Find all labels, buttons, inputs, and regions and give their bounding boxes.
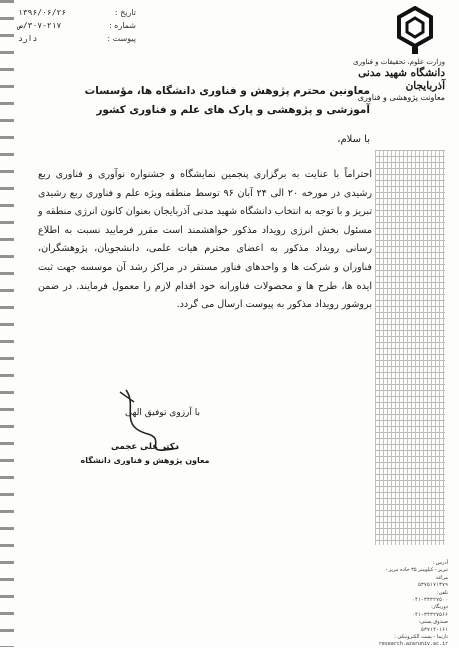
letterhead-footer: [376, 560, 448, 649]
letter-meta: [18, 6, 136, 45]
footer-phone-label: تلفن:: [436, 589, 448, 596]
attachment-label: پیوست :: [107, 34, 136, 43]
date-row: [18, 6, 136, 19]
university-logo-icon: [395, 6, 435, 56]
scan-noise-strip: [375, 150, 445, 545]
deputy-name: معاونت پژوهشی و فناوری: [357, 93, 445, 102]
attachment-row: [18, 32, 136, 45]
footer-website: research.azaruniv.ac.ir: [378, 641, 448, 648]
footer-postal-code: ۵۳۷۵۱۷۱۳۷۹: [417, 582, 448, 589]
addressee: [40, 82, 370, 120]
number-row: [18, 19, 136, 32]
university-name: دانشگاه شهید مدنی آذربایجان: [358, 66, 445, 92]
signer-name: دکتر علی عجمی: [110, 442, 180, 452]
addressee-line-1: معاونین محترم پژوهش و فناوری دانشگاه ها، مؤسسات: [84, 85, 370, 97]
attachment-value: دارد: [18, 34, 38, 43]
signature-icon: [108, 386, 198, 466]
signer-title: معاون پژوهش و فناوری دانشگاه: [80, 456, 210, 465]
footer-web-label: تارنما - پست الکترونیکی :: [394, 634, 448, 641]
ministry-name: وزارت علوم، تحقیقات و فناوری: [353, 58, 445, 66]
letter-body: احتراماً با عنایت به برگزاری پنجمین نمایشگاه و جشنواره نوآوری و فناوری ربع رشیدی در مورخه ۲۰ الی ۲۴ آبان ۹۶ توسط منطقه ویژه علم و فناوری ربع رشیدی تبریز و با توجه به انتخاب دانشگاه شهید مدنی آذربایجان بعنوان کانون انرژی منطقه و مسئول بخش انرژی رویداد مذکور خواهشمند است مقرر فرمایید نسبت به اطلاع رسانی رویداد مذکور به اعضای محترم هیات علمی، دانشجویان، پژوهشگران، فناوران و شرکت ها و واحدهای فناور مستقر در مراکز رشد آن موسسه جهت ثبت ایده ها، طرح ها و محصولات فناورانه خود اقدام لازم را معمول فرمایند. در ضمن بروشور رویداد مذکور به پیوست ارسال می گردد.: [38, 169, 373, 311]
footer-fax-label: دورنگار:: [431, 604, 448, 611]
date-value: ۱۳۹۶/۰۶/۲۶: [18, 8, 67, 17]
number-label: شماره :: [108, 21, 136, 30]
footer-address-label: آدرس :: [432, 560, 448, 566]
date-label: تاریخ :: [114, 8, 136, 17]
footer-pobox-label: صندوق پستی:: [418, 619, 448, 626]
addressee-line-2: آموزشی و پژوهشی و پارک های علم و فناوری کشور: [96, 104, 370, 116]
footer-fax: ۰۴۱-۳۴۳۲۷۵۶۶: [411, 611, 448, 618]
greeting: با سلام،: [337, 134, 370, 145]
footer-address: تبریز - کیلومتر ۳۵ جاده تبریز - مراغه: [385, 567, 448, 581]
closing-phrase: با آرزوی توفیق الهی: [125, 408, 200, 418]
footer-pobox: ۵۳۷۱۴-۱۶۱: [420, 626, 448, 633]
footer-phone: ۰۴۱-۳۴۳۲۷۵۰۰: [411, 597, 448, 604]
scan-edge-left: [0, 0, 14, 647]
number-value: ۳۰۷-۲۱۷/ص: [18, 21, 62, 30]
